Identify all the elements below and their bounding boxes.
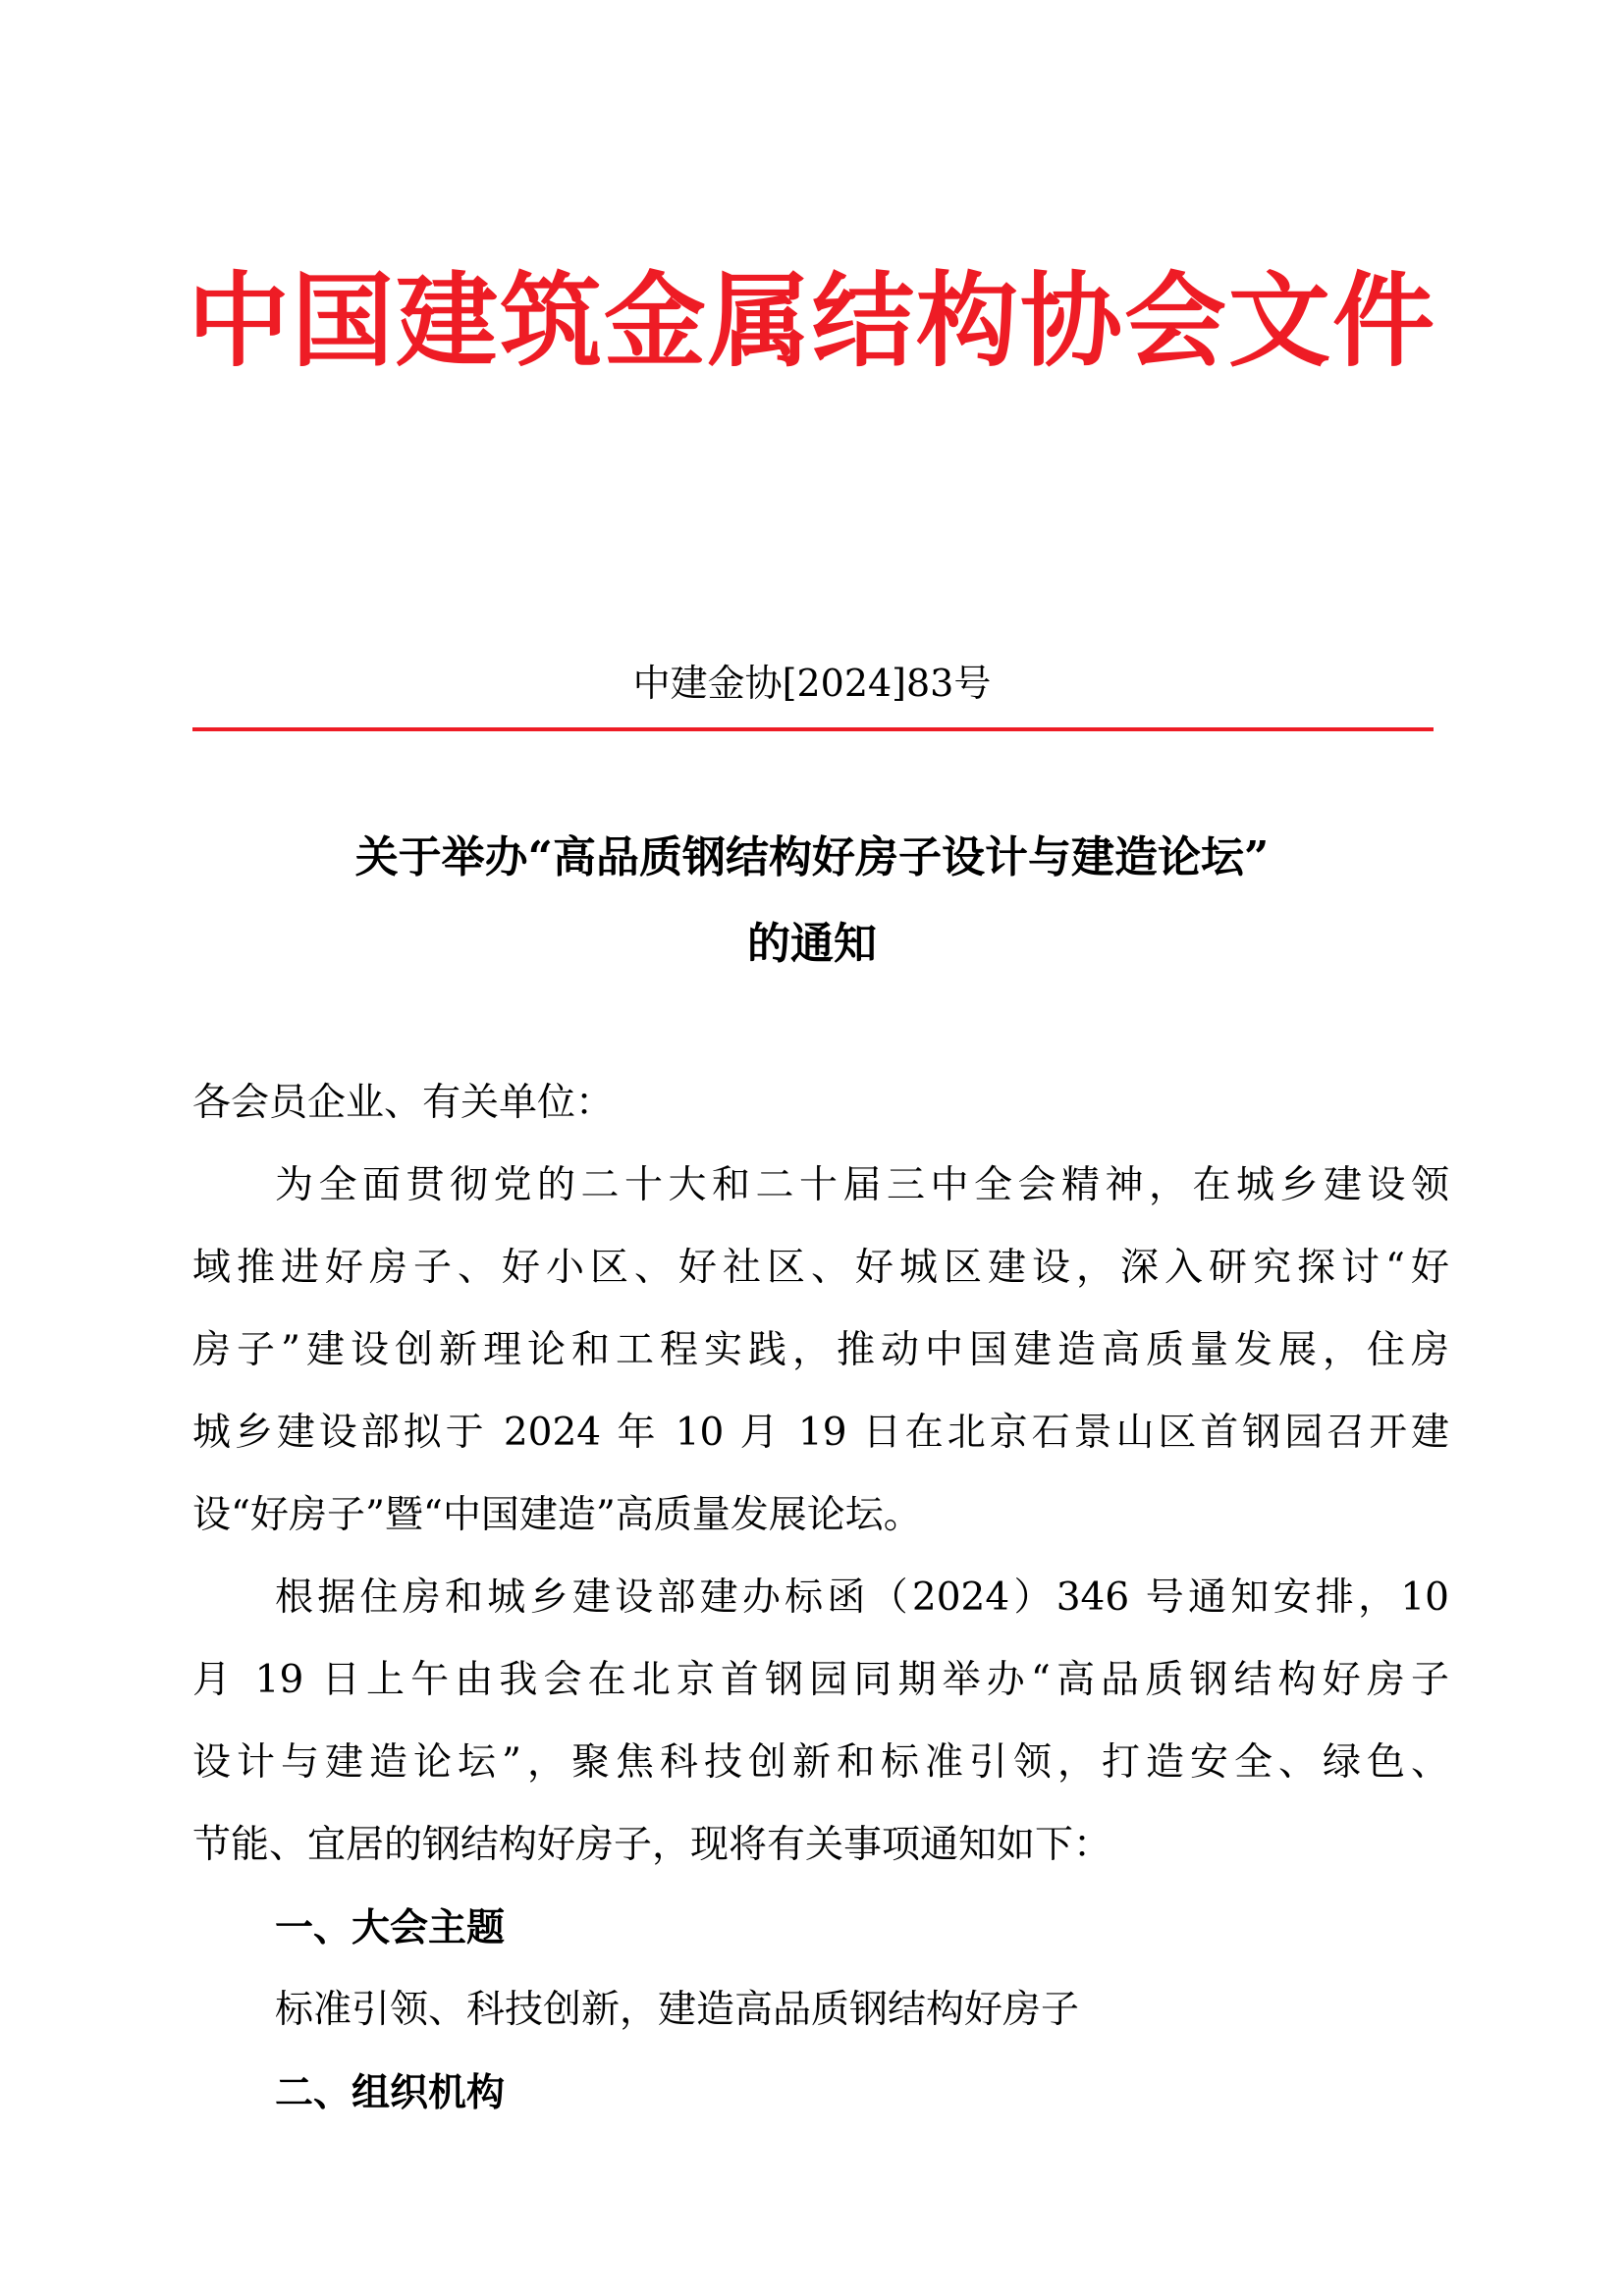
- paragraph-2-line: 月 19 日上午由我会在北京首钢园同期举办“高品质钢结构好房子: [192, 1658, 1449, 1702]
- document-number: 中建金协[2024]83号: [632, 662, 992, 705]
- paragraph-1-line: 为全面贯彻党的二十大和二十届三中全会精神，在城乡建设领: [275, 1163, 1449, 1207]
- notice-title-line-2: 的通知: [747, 919, 877, 969]
- paragraph-1-line: 域推进好房子、好小区、好社区、好城区建设，深入研究探讨“好: [192, 1246, 1449, 1290]
- paragraph-1-line: 设“好房子”暨“中国建造”高质量发展论坛。: [192, 1493, 922, 1537]
- paragraph-2-line: 节能、宜居的钢结构好房子，现将有关事项通知如下：: [192, 1823, 1112, 1867]
- notice-title: [0, 815, 1624, 988]
- paragraph-2-line: 设计与建造论坛”，聚焦科技创新和标准引领，打造安全、绿色、: [192, 1740, 1449, 1785]
- notice-body: [192, 1062, 1449, 2134]
- paragraph-2-line: 根据住房和城乡建设部建办标函（2024）346 号通知安排，10: [275, 1575, 1449, 1620]
- masthead-title: 中国建筑金属结构协会文件: [187, 260, 1436, 381]
- section-2-heading: 二、组织机构: [275, 2070, 506, 2115]
- paragraph-1-line: 城乡建设部拟于 2024 年 10 月 19 日在北京石景山区首钢园召开建: [192, 1411, 1449, 1455]
- notice-title-line-1: 关于举办“高品质钢结构好房子设计与建造论坛”: [354, 832, 1270, 882]
- red-divider-rule: [192, 727, 1434, 731]
- section-1-content: 标准引领、科技创新，建造高品质钢结构好房子: [275, 1988, 1080, 2032]
- paragraph-1: [192, 1145, 1449, 1557]
- salutation: 各会员企业、有关单位：: [192, 1081, 615, 1125]
- paragraph-1-line: 房子”建设创新理论和工程实践，推动中国建造高质量发展，住房: [192, 1328, 1449, 1372]
- section-1-heading: 一、大会主题: [275, 1905, 506, 1950]
- paragraph-2: [192, 1557, 1449, 1887]
